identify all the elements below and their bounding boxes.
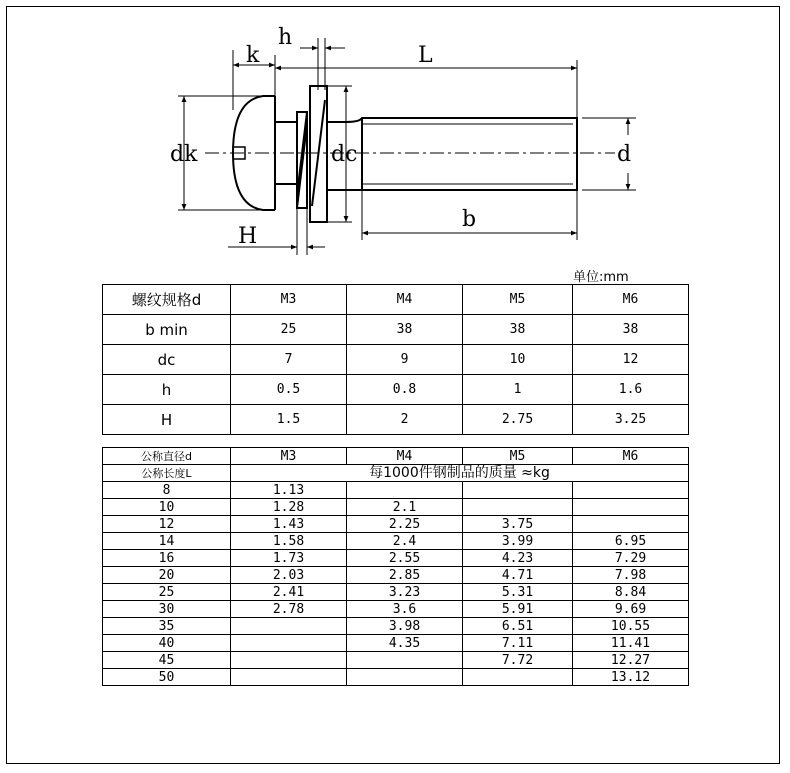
length-cell: 40	[103, 635, 231, 652]
table-row	[103, 482, 689, 499]
mass-cell: 5.91	[463, 601, 573, 618]
mass-cell	[573, 482, 689, 499]
mass-cell: 12.27	[573, 652, 689, 669]
spec-cell: 0.5	[231, 375, 347, 405]
spec-row	[103, 375, 689, 405]
dim-label-h: h	[278, 25, 293, 50]
mass-cell: 3.99	[463, 533, 573, 550]
mass-cell: 2.4	[347, 533, 463, 550]
mass-cell	[347, 652, 463, 669]
mass-caption: 每1000件钢制品的质量 ≈kg	[231, 465, 689, 482]
spec-table	[102, 284, 689, 435]
length-cell: 30	[103, 601, 231, 618]
diameter-header-cell: M5	[463, 448, 573, 465]
spec-row	[103, 345, 689, 375]
length-cell: 12	[103, 516, 231, 533]
mass-cell	[573, 499, 689, 516]
mass-cell: 2.1	[347, 499, 463, 516]
length-cell: 50	[103, 669, 231, 686]
spec-header-row	[103, 285, 689, 315]
table-row	[103, 499, 689, 516]
table-row	[103, 618, 689, 635]
table-row	[103, 635, 689, 652]
table-row	[103, 601, 689, 618]
spec-cell: 38	[347, 315, 463, 345]
dimension-lines	[178, 38, 636, 255]
spec-cell: 2	[347, 405, 463, 435]
length-cell: 10	[103, 499, 231, 516]
dim-label-k: k	[246, 43, 260, 68]
length-cell: 8	[103, 482, 231, 499]
length-cell: 45	[103, 652, 231, 669]
screw-outline	[233, 86, 577, 222]
spec-cell: 38	[573, 315, 689, 345]
spec-header-cell: M6	[573, 285, 689, 315]
table-row	[103, 550, 689, 567]
mass-cell: 6.95	[573, 533, 689, 550]
mass-cell: 2.55	[347, 550, 463, 567]
mass-cell: 5.31	[463, 584, 573, 601]
mass-cell	[231, 635, 347, 652]
spec-row-label: H	[103, 405, 231, 435]
diameter-header-cell: M6	[573, 448, 689, 465]
spec-row	[103, 315, 689, 345]
mass-cell: 2.25	[347, 516, 463, 533]
mass-cell: 7.72	[463, 652, 573, 669]
mass-cell: 4.35	[347, 635, 463, 652]
mass-cell	[231, 652, 347, 669]
spec-cell: 7	[231, 345, 347, 375]
mass-cell	[347, 669, 463, 686]
spec-cell: 1	[463, 375, 573, 405]
spec-cell: 25	[231, 315, 347, 345]
length-header-label: 公称长度L	[103, 465, 231, 482]
mass-cell	[231, 618, 347, 635]
spec-cell: 12	[573, 345, 689, 375]
mass-cell	[573, 516, 689, 533]
length-cell: 16	[103, 550, 231, 567]
diameter-header-label: 公称直径d	[103, 448, 231, 465]
spec-header-cell: M4	[347, 285, 463, 315]
screw-drawing	[0, 0, 790, 262]
mass-cell: 1.28	[231, 499, 347, 516]
mass-cell	[463, 482, 573, 499]
spec-header-cell: 螺纹规格d	[103, 285, 231, 315]
dim-label-H: H	[238, 224, 258, 249]
mass-cell	[463, 669, 573, 686]
mass-cell: 1.43	[231, 516, 347, 533]
mass-cell: 11.41	[573, 635, 689, 652]
mass-cell: 3.6	[347, 601, 463, 618]
mass-table	[102, 447, 689, 686]
mass-cell: 8.84	[573, 584, 689, 601]
spec-cell: 1.6	[573, 375, 689, 405]
diameter-header-cell: M4	[347, 448, 463, 465]
mass-cell: 4.23	[463, 550, 573, 567]
spec-row-label: dc	[103, 345, 231, 375]
length-cell: 35	[103, 618, 231, 635]
mass-cell: 4.71	[463, 567, 573, 584]
dim-label-dk: dk	[170, 142, 198, 167]
diameter-header-cell: M3	[231, 448, 347, 465]
dim-label-b: b	[462, 207, 477, 232]
mass-cell: 2.85	[347, 567, 463, 584]
spec-cell: 10	[463, 345, 573, 375]
spec-header-cell: M3	[231, 285, 347, 315]
mass-cell: 9.69	[573, 601, 689, 618]
spec-cell: 1.5	[231, 405, 347, 435]
mass-cell	[231, 669, 347, 686]
spec-cell: 0.8	[347, 375, 463, 405]
table-row	[103, 669, 689, 686]
mass-cell: 2.41	[231, 584, 347, 601]
mass-cell: 7.98	[573, 567, 689, 584]
table-row	[103, 516, 689, 533]
mass-cell: 3.98	[347, 618, 463, 635]
mass-cell: 3.23	[347, 584, 463, 601]
spec-row	[103, 405, 689, 435]
mass-cell: 2.03	[231, 567, 347, 584]
mass-cell: 10.55	[573, 618, 689, 635]
mass-cell	[347, 482, 463, 499]
length-header-row	[103, 465, 689, 482]
spec-cell: 9	[347, 345, 463, 375]
mass-cell: 1.13	[231, 482, 347, 499]
spec-cell: 2.75	[463, 405, 573, 435]
table-row	[103, 533, 689, 550]
spec-row-label: b min	[103, 315, 231, 345]
table-row	[103, 584, 689, 601]
unit-label: 单位:mm	[573, 270, 629, 285]
spec-cell: 38	[463, 315, 573, 345]
mass-cell: 7.29	[573, 550, 689, 567]
dim-label-L: L	[418, 43, 433, 68]
mass-cell: 1.73	[231, 550, 347, 567]
spec-cell: 3.25	[573, 405, 689, 435]
mass-cell: 2.78	[231, 601, 347, 618]
dim-label-dc: dc	[331, 142, 358, 167]
table-row	[103, 652, 689, 669]
mass-header-row	[103, 448, 689, 465]
mass-cell: 7.11	[463, 635, 573, 652]
mass-cell: 13.12	[573, 669, 689, 686]
mass-cell: 1.58	[231, 533, 347, 550]
spec-header-cell: M5	[463, 285, 573, 315]
mass-cell	[463, 499, 573, 516]
mass-cell: 6.51	[463, 618, 573, 635]
dim-label-d: d	[617, 142, 632, 167]
length-cell: 14	[103, 533, 231, 550]
length-cell: 25	[103, 584, 231, 601]
table-row	[103, 567, 689, 584]
spec-row-label: h	[103, 375, 231, 405]
length-cell: 20	[103, 567, 231, 584]
mass-cell: 3.75	[463, 516, 573, 533]
